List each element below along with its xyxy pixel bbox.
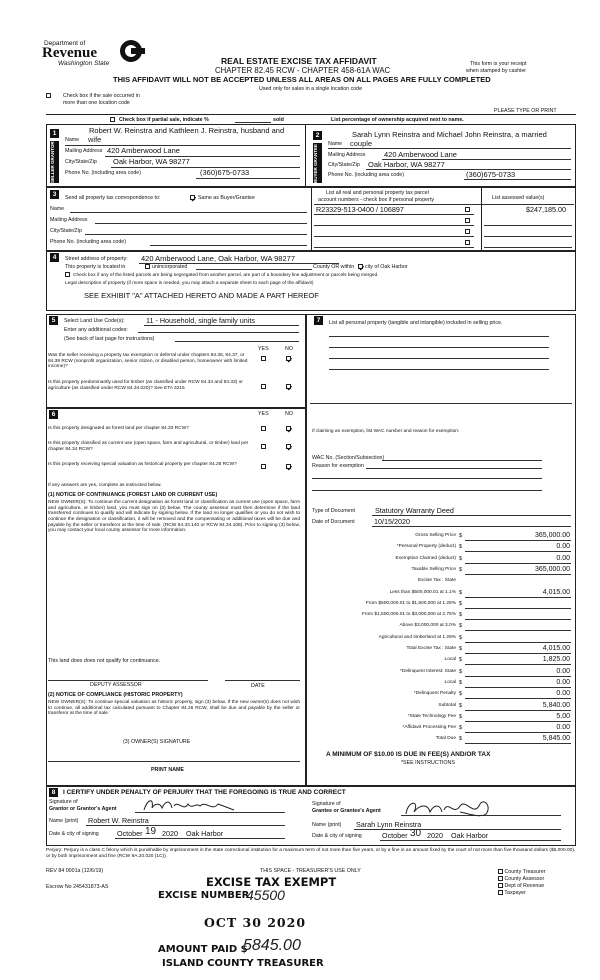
treasurer-use-only: THIS SPACE - TREASURER'S USE ONLY <box>260 868 361 874</box>
city-checkbox[interactable] <box>358 264 363 270</box>
seller-side-label: SELLER GRANTOR <box>50 141 59 183</box>
multi-location-label-1: Check box if the sale occurred in <box>63 93 140 99</box>
wac-label: WAC No. (Section/Subsection) <box>312 455 385 461</box>
tax-row-value: 365,000.00 <box>534 565 570 573</box>
seller-city-label: City/State/Zip <box>65 159 97 165</box>
receipt-note-2: when stamped by cashier <box>466 68 527 74</box>
tax-row-currency: $ <box>459 634 462 641</box>
receipt-note-1: This form is your receipt <box>470 61 527 67</box>
multi-location-checkbox[interactable] <box>46 93 51 99</box>
tax-row-label: Less than $500,000.01 at 1.1% <box>389 589 456 595</box>
s6-if-any: If any answers are yes, complete as instructed below. <box>48 483 162 488</box>
grantor-date-label: Date & city of signing <box>49 831 99 837</box>
dor-logo <box>44 40 154 70</box>
print-note: PLEASE TYPE OR PRINT <box>494 108 557 114</box>
s6-q1-no[interactable] <box>286 426 291 433</box>
grantee-name: Sarah Lynn Reinstra <box>356 820 422 829</box>
section-8-number: 8 <box>49 788 58 797</box>
tax-row-currency: $ <box>459 544 462 551</box>
sold-label: sold <box>273 117 284 123</box>
street-address: 420 Amberwood Lane, Oak Harbor, WA 98277 <box>141 254 295 263</box>
grantor-date-month: October <box>117 829 143 838</box>
grantee-sig-label-2: Grantee or Grantee's Agent <box>312 808 381 814</box>
s5-question-1: Was the seller receiving a property tax exemption or deferral under chapters 84.36, 84.37, or 84.38 RCW (nonprofit organization, senior citizen, or disabled person, homeowner with limited income)? <box>48 353 248 370</box>
tax-row-currency: $ <box>459 702 462 709</box>
s5-q2-yes[interactable] <box>261 384 266 391</box>
grantee-date-month: October <box>382 831 408 840</box>
grantor-name: Robert W. Reinstra <box>88 816 149 825</box>
tax-row-label: Local <box>444 657 456 663</box>
amount-paid: 5845.00 <box>243 937 301 954</box>
partial-sale-checkbox[interactable] <box>110 117 115 123</box>
s5-q1-no[interactable] <box>286 356 291 363</box>
dept-of: Department of <box>44 40 86 47</box>
buyer-name-2: couple <box>350 139 373 148</box>
deputy-assessor-label: DEPUTY ASSESSOR <box>90 682 142 688</box>
copy-county-treasurer: County Treasurer <box>498 869 545 875</box>
exemption-claim-label: If claiming an exemption, list WAC number and reason for exemption: <box>312 429 460 434</box>
tax-row-value: 365,000.00 <box>534 532 570 539</box>
seller-address: 420 Amberwood Lane <box>107 146 180 155</box>
buyer-addr-label: Mailing Address <box>328 152 366 158</box>
owner-signature-label: (3) OWNER(S) SIGNATURE <box>123 739 191 745</box>
tax-row-currency: $ <box>459 691 462 698</box>
tax-row-value: 4,015.00 <box>542 588 570 596</box>
unincorporated-label: unincorporated <box>152 264 188 270</box>
grantee-date-day: 30 <box>410 828 422 839</box>
tax-row-currency: $ <box>459 623 462 630</box>
copy-county-assessor: County Assessor <box>498 876 544 882</box>
grantee-name-label: Name (print) <box>312 822 342 828</box>
print-name-label: PRINT NAME <box>151 767 184 773</box>
buyer-phone-label: Phone No. (including area code) <box>328 172 404 178</box>
partial-sale-label: Check box if partial sale, indicate % <box>119 117 209 123</box>
parcel-header-1: List all real and personal property tax parcel <box>326 190 429 196</box>
tax-row-label: *Personal Property (deduct) <box>396 544 456 550</box>
parcel-pp-checkbox-3[interactable] <box>465 229 470 236</box>
tax-row-label: Subtotal <box>438 702 456 708</box>
form-chapter: CHAPTER 82.45 RCW - CHAPTER 458-61A WAC <box>215 66 391 75</box>
seller-addr-label: Mailing Address <box>65 148 103 154</box>
grantee-city: Oak Harbor <box>451 831 489 840</box>
tax-row-label: Total Due <box>435 736 456 742</box>
s5-question-2: Is this property predominantly used for timber (as classified under RCW 84.34 and 84.33) or agriculture (as classified under RCW 84.34.020)? See ETA 3215 <box>48 380 243 391</box>
tax-row-value: 1,825.00 <box>542 656 570 664</box>
tax-row-currency: $ <box>459 646 462 652</box>
amount-paid-label: AMOUNT PAID $ <box>158 944 248 955</box>
segregated-checkbox[interactable] <box>65 272 70 278</box>
tax-row-currency: $ <box>459 612 462 619</box>
tax-row-label: Local <box>444 679 456 685</box>
tax-row-value: 4,015.00 <box>542 645 570 652</box>
landuse-label: Select Land Use Code(s): <box>64 318 125 324</box>
county-treasurer-stamp: ISLAND COUNTY TREASURER <box>162 958 324 969</box>
buyer-name: Sarah Lynn Reinstra and Michael John Reinstra, a married <box>352 130 547 139</box>
doc-date-label: Date of Document <box>312 519 355 525</box>
form-title: REAL ESTATE EXCISE TAX AFFIDAVIT <box>221 56 377 66</box>
same-as-buyer-checkbox[interactable] <box>190 195 195 201</box>
washington-state: Washington State <box>58 60 110 67</box>
located-label: This property is located in <box>65 264 126 270</box>
buyer-city: Oak Harbor, WA 98277 <box>368 160 445 169</box>
section-6-number: 6 <box>49 410 58 419</box>
tax-row-currency: $ <box>459 533 462 539</box>
buyer-name-label: Name <box>328 141 343 147</box>
grantor-sig-label-2: Grantor or Grantor's Agent <box>49 806 117 812</box>
section-7-number: 7 <box>314 316 323 325</box>
tax-row-currency: $ <box>459 657 462 664</box>
see-instructions: *SEE INSTRUCTIONS <box>401 760 455 766</box>
tax-row-label: *Affidavit Processing Fee <box>402 725 456 731</box>
s6-question-2: Is this property classified as current use (open space, farm and agricultural, or timber) land per chapter 84.34 RCW? <box>48 441 249 452</box>
doc-date: 10/15/2020 <box>374 517 410 526</box>
certify-statement: I CERTIFY UNDER PENALTY OF PERJURY THAT THE FOREGOING IS TRUE AND CORRECT <box>63 789 346 796</box>
street-label: Street address of property: <box>65 256 128 262</box>
seller-name: Robert W. Reinstra and Kathleen J. Reinstra, husband and <box>89 126 285 135</box>
tax-row-label: *Delinquent Penalty <box>413 691 456 697</box>
tax-row-label: Above $3,000,000 at 3.0% <box>399 623 456 629</box>
parcel-header-2: account numbers - check box if personal property <box>318 197 435 203</box>
excise-number-label: EXCISE NUMBER <box>158 890 250 901</box>
tax-row-currency: $ <box>459 725 462 732</box>
grantor-signature <box>140 796 240 816</box>
tax-row-label: *State Technology Fee <box>407 713 456 719</box>
tax-row-label: Exemption Claimed (deduct) <box>395 555 456 561</box>
form-warning: THIS AFFIDAVIT WILL NOT BE ACCEPTED UNLESS ALL AREAS ON ALL PAGES ARE FULLY COMPLETED <box>113 75 491 84</box>
s6-yes-header: YES <box>258 411 269 417</box>
tax-row-value: 0.00 <box>556 543 570 551</box>
landuse-code: 11 - Household, single family units <box>146 316 255 325</box>
unincorporated-checkbox[interactable] <box>145 264 150 270</box>
tax-row-label: Gross Selling Price <box>415 533 456 538</box>
seller-phone-label: Phone No. (including area code) <box>65 170 141 176</box>
seller-phone: (360)675-0733 <box>200 168 250 177</box>
tax-row-label: Excise Tax : State <box>417 578 456 584</box>
tax-row-currency: $ <box>459 679 462 686</box>
section-5-number: 5 <box>49 316 58 325</box>
grantor-sig-label-1: Signature of <box>49 799 78 805</box>
excise-number: 45500 <box>246 887 285 903</box>
tax-row-value: 0.00 <box>556 724 570 732</box>
tax-row-currency: $ <box>459 589 462 596</box>
form-revision: REV 84 0001a (12/6/19) <box>46 868 104 874</box>
grantee-date-year: 2020 <box>427 831 443 840</box>
notice-2-title: (2) NOTICE OF COMPLIANCE (HISTORIC PROPERTY) <box>48 692 183 698</box>
same-as-buyer-label: Same as Buyer/Grantee <box>198 195 255 201</box>
segregated-label: Check box if any of the listed parcels are being segregated from another parcel, are part of a boundary line adjustment or parcels being merged. <box>73 273 379 278</box>
tax-row-label: Taxable Selling Price <box>411 566 456 572</box>
tax-row-label: From $500,000.01 to $1,500,000 at 1.28% <box>365 600 456 606</box>
tax-row-value: 5,840.00 <box>542 701 570 709</box>
parcel-number: R23329-513-0400 / 106897 <box>316 205 404 214</box>
ownership-note: List percentage of ownership acquired next to name. <box>331 117 464 123</box>
parcel-pp-checkbox-2[interactable] <box>465 218 470 225</box>
grantor-date-day: 19 <box>145 826 157 837</box>
additional-codes-label: Enter any additional codes: <box>64 327 128 333</box>
parcel-pp-checkbox-1[interactable] <box>465 207 470 214</box>
minimum-due-note: A MINIMUM OF $10.00 IS DUE IN FEE(S) AND/OR TAX <box>326 751 491 758</box>
date-stamp: OCT 30 2020 <box>204 915 307 930</box>
corr-name-label: Name <box>50 206 65 212</box>
see-back-note: (See back of last page for instructions) <box>64 336 155 342</box>
perjury-statement: Perjury: Perjury is a class C felony which is punishable by imprisonment in the state correctional institution for a maximum term of not more than five years, or by a fine in an amount fixed by the court of not more than five thousand dollars ($5,000.00), or by both imprisonment and fine (RCW 9A.20.020 (1C)). <box>46 848 576 859</box>
doc-type-label: Type of Document <box>312 508 355 514</box>
tax-row-currency: $ <box>459 736 462 743</box>
grantor-city: Oak Harbor <box>186 829 224 838</box>
s6-q3-no[interactable] <box>286 464 291 471</box>
assessed-header: List assessed value(s) <box>492 195 545 201</box>
grantee-signature <box>400 796 500 820</box>
tax-row-label: From $1,500,000.01 to $3,000,000 at 2.75% <box>361 612 456 618</box>
buyer-phone: (360)675-0733 <box>466 170 516 179</box>
single-location-note: Used only for sales in a single location code <box>259 86 363 92</box>
s6-q2-no[interactable] <box>286 444 291 451</box>
tax-row-currency: $ <box>459 555 462 562</box>
grantor-date-year: 2020 <box>162 829 178 838</box>
buyer-city-label: City/State/Zip <box>328 162 360 168</box>
tax-row-currency: $ <box>459 566 462 573</box>
doc-type: Statutory Warranty Deed <box>375 506 454 515</box>
grantee-sig-label-1: Signature of <box>312 801 341 807</box>
s5-yes-header: YES <box>258 346 269 352</box>
revenue-wordmark: Revenue <box>42 45 97 61</box>
tax-row-value: 5.00 <box>556 712 570 720</box>
seller-name-2: wife <box>88 135 102 144</box>
section-1-number: 1 <box>50 129 59 138</box>
exemption-reason-label: Reason for exemption <box>312 463 364 469</box>
correspondence-label: Send all property tax correspondence to: <box>65 195 161 201</box>
legal-description-label: Legal description of property (if more space is needed, you may attach a separate sheet to each page of the affidavit) <box>65 281 314 286</box>
personal-property-label: List all personal property (tangible and intangible) included in selling price. <box>329 320 503 326</box>
tax-row-currency: $ <box>459 600 462 607</box>
copy-dept-revenue: Dept of Revenue <box>498 883 544 889</box>
corr-addr-label: Mailing Address <box>50 217 88 223</box>
buyer-side-label: BUYER GRANTEE <box>313 143 322 183</box>
notice-1-title: (1) NOTICE OF CONTINUANCE (FOREST LAND OR CURRENT USE) <box>48 492 218 498</box>
buyer-address: 420 Amberwood Lane <box>384 150 457 159</box>
tax-row-value: 0.00 <box>556 667 570 675</box>
tax-row-value: 0.00 <box>556 554 570 562</box>
deputy-date-label: DATE <box>251 683 265 689</box>
s6-question-3: Is this property receiving special valuation as historical property per chapter 84.26 RCW? <box>48 462 237 467</box>
qualify-text: This land does does not qualify for continuance. <box>48 658 161 664</box>
s6-no-header: NO <box>285 411 293 417</box>
s6-q1-yes[interactable] <box>261 426 266 433</box>
tax-row-value: 5,845.00 <box>542 735 570 743</box>
escrow-number: Escrow No 245431873-AS <box>46 884 109 890</box>
city-label: city of Oak Harbor <box>365 264 408 270</box>
legal-description: SEE EXHIBIT "A" ATTACHED HERETO AND MADE A PART HEREOF <box>84 291 319 300</box>
grantor-name-label: Name (print) <box>49 818 79 824</box>
tax-row-currency: $ <box>459 668 462 675</box>
tax-row-label: Agricultural and timberland at 1.28% <box>378 634 456 640</box>
corr-city-label: City/State/Zip <box>50 228 82 234</box>
seller-city: Oak Harbor, WA 98277 <box>113 157 190 166</box>
tax-row-label: *Delinquent Interest: State <box>400 668 456 674</box>
tax-row-currency: $ <box>459 713 462 720</box>
s6-question-1: Is this property designated as forest land per chapter 84.33 RCW? <box>48 426 189 431</box>
notice-2-text: NEW OWNER(S): To continue special valuation as historic property, sign (3) below. If the new owner(s) does not wish to continue, all additional tax calculated pursuant to Chapter 84.26 RCW, shall be due and payable by the seller or transferor at the time of sale. <box>48 700 300 717</box>
s6-q2-yes[interactable] <box>261 444 266 451</box>
s5-q1-yes[interactable] <box>261 356 266 363</box>
county-label: County OR within <box>313 264 355 270</box>
assessed-value: $247,185.00 <box>526 205 566 214</box>
excise-exempt-stamp: EXCISE TAX EXEMPT <box>206 875 337 889</box>
s6-q3-yes[interactable] <box>261 464 266 471</box>
section-3-number: 3 <box>50 190 59 199</box>
multi-location-label-2: more than one location code <box>63 100 130 106</box>
parcel-pp-checkbox-4[interactable] <box>465 240 470 247</box>
tax-row-label: Total Excise Tax : State <box>406 646 456 651</box>
grantee-date-label: Date & city of signing <box>312 833 362 839</box>
section-4-number: 4 <box>50 253 59 262</box>
s5-q2-no[interactable] <box>286 384 291 391</box>
section-2-number: 2 <box>313 131 322 140</box>
seller-name-label: Name <box>65 137 80 143</box>
tax-row-value: 0.00 <box>556 678 570 686</box>
copy-taxpayer: Taxpayer <box>498 890 526 896</box>
s5-no-header: NO <box>285 346 293 352</box>
notice-1-text: NEW OWNER(S): To continue the current designation as forest land or classification as current use (open space, farm and agriculture, or timber) land, you must sign on (3) below. The county assessor must then determine if the land transferred continues to qualify and will indicate by signing below. If the land no longer qualifies or you do not wish to continue the designation or classification, it will be removed and the compensating or additional taxes will be due and payable by the seller or transferor at the time of sale. (RCW 84.33.140 or RCW 84.34.108). Prior to signing (3) below, you may contact your local county assessor for more information. <box>48 500 300 534</box>
dor-logo-icon <box>118 38 148 64</box>
tax-row-value: 0.00 <box>556 690 570 698</box>
corr-phone-label: Phone No. (including area code) <box>50 239 126 245</box>
